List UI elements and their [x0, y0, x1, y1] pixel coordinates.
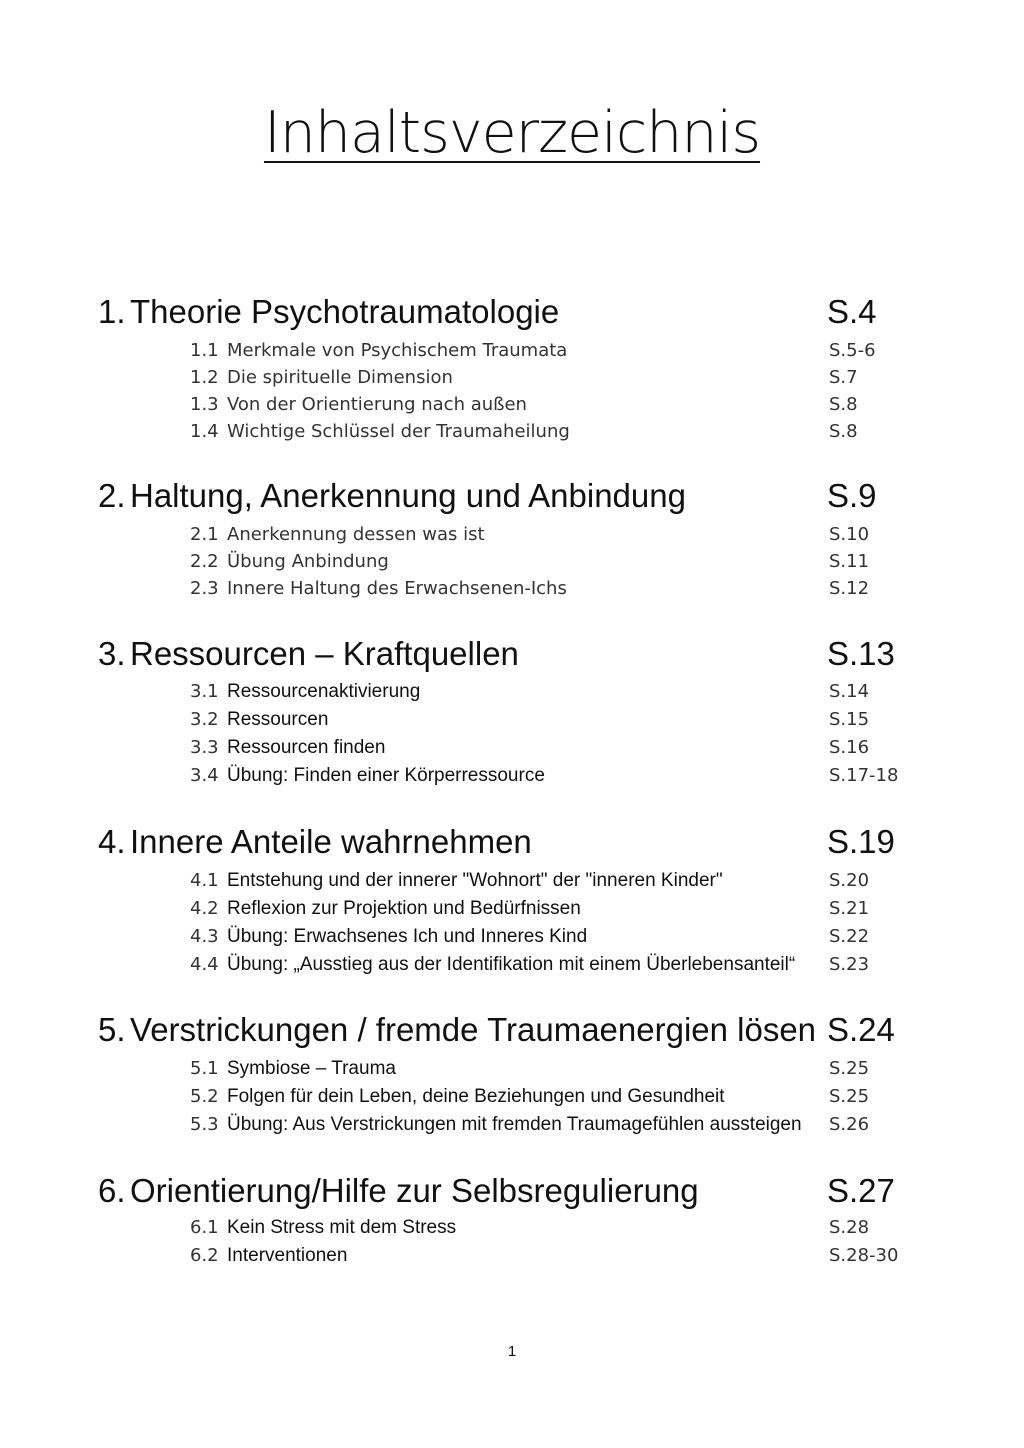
entry-title: Übung: Finden einer Körperressource [227, 765, 545, 786]
entry-number: 2.1 [190, 524, 219, 545]
section-page: S.4 [827, 293, 877, 330]
entry-page: S.16 [829, 737, 870, 758]
entry-page: S.8 [829, 394, 858, 415]
entry-page: S.28 [829, 1217, 870, 1238]
section-page: S.13 [827, 635, 895, 672]
entry-number: 6.2 [190, 1245, 219, 1266]
entry-number: 4.2 [190, 898, 219, 919]
section-page: S.24 [827, 1011, 895, 1048]
section-title: Ressourcen – Kraftquellen [130, 635, 519, 672]
page-title [0, 100, 1024, 166]
entry-title: Übung: Erwachsenes Ich und Inneres Kind [227, 926, 588, 947]
section-number: 6. [98, 1172, 126, 1209]
entry-number: 4.4 [190, 954, 219, 975]
entry-title: Übung: „Ausstieg aus der Identifikation mit einem Überlebensanteil“ [227, 954, 796, 975]
entry-page: S.25 [829, 1058, 870, 1079]
entry-number: 4.3 [190, 926, 219, 947]
section-title: Verstrickungen / fremde Traumaenergien lösen [130, 1011, 817, 1048]
section-title: Innere Anteile wahrnehmen [130, 823, 532, 860]
entry-page: S.11 [829, 551, 870, 572]
page-title-text: Inhaltsverzeichnis [263, 100, 761, 166]
entry-page: S.25 [829, 1086, 870, 1107]
entry-title: Die spirituelle Dimension [227, 367, 453, 388]
entry-page: S.14 [829, 681, 870, 702]
entry-number: 3.4 [190, 765, 219, 786]
section-number: 3. [98, 635, 126, 672]
entry-title: Ressourcen [227, 709, 329, 730]
entry-title: Wichtige Schlüssel der Traumaheilung [227, 421, 570, 442]
entry-number: 3.2 [190, 709, 219, 730]
section-title: Haltung, Anerkennung und Anbindung [130, 477, 686, 514]
entry-title: Kein Stress mit dem Stress [227, 1217, 457, 1238]
section-page: S.19 [827, 823, 895, 860]
entry-page: S.10 [829, 524, 870, 545]
entry-page: S.28-30 [829, 1245, 899, 1266]
section-title: Orientierung/Hilfe zur Selbsregulierung [130, 1172, 699, 1209]
entry-title: Von der Orientierung nach außen [227, 394, 527, 415]
entry-number: 1.4 [190, 421, 219, 442]
entry-number: 1.2 [190, 367, 219, 388]
entry-number: 3.1 [190, 681, 219, 702]
entry-title: Anerkennung dessen was ist [227, 524, 485, 545]
entry-page: S.5-6 [829, 340, 876, 361]
entry-title: Entstehung und der innerer "Wohnort" der "inneren Kinder" [227, 870, 723, 891]
section-number: 1. [98, 293, 126, 330]
entry-title: Reflexion zur Projektion und Bedürfnissen [227, 898, 581, 919]
entry-number: 6.1 [190, 1217, 219, 1238]
entry-number: 3.3 [190, 737, 219, 758]
entry-page: S.21 [829, 898, 870, 919]
entry-title: Ressourcenaktivierung [227, 681, 421, 702]
entry-number: 5.3 [190, 1114, 219, 1135]
entry-title: Übung: Aus Verstrickungen mit fremden Traumagefühlen aussteigen [227, 1114, 802, 1135]
section-page: S.27 [827, 1172, 895, 1209]
entry-title: Symbiose – Trauma [227, 1058, 396, 1079]
entry-page: S.23 [829, 954, 870, 975]
entry-page: S.26 [829, 1114, 870, 1135]
section-title: Theorie Psychotraumatologie [130, 293, 560, 330]
entry-number: 4.1 [190, 870, 219, 891]
section-number: 4. [98, 823, 126, 860]
entry-page: S.8 [829, 421, 858, 442]
entry-page: S.20 [829, 870, 870, 891]
entry-number: 2.2 [190, 551, 219, 572]
entry-page: S.15 [829, 709, 870, 730]
entry-title: Übung Anbindung [227, 551, 389, 572]
entry-title: Innere Haltung des Erwachsenen-Ichs [227, 578, 567, 599]
entry-number: 5.2 [190, 1086, 219, 1107]
entry-title: Folgen für dein Leben, deine Beziehungen und Gesundheit [227, 1086, 725, 1107]
entry-title: Ressourcen finden [227, 737, 386, 758]
page-number: 1 [507, 1343, 517, 1360]
entry-page: S.17-18 [829, 765, 899, 786]
entry-number: 1.1 [190, 340, 219, 361]
entry-title: Merkmale von Psychischem Traumata [227, 340, 568, 361]
entry-number: 1.3 [190, 394, 219, 415]
entry-title: Interventionen [227, 1245, 348, 1266]
entry-number: 5.1 [190, 1058, 219, 1079]
entry-page: S.12 [829, 578, 870, 599]
section-number: 5. [98, 1011, 126, 1048]
entry-number: 2.3 [190, 578, 219, 599]
section-number: 2. [98, 477, 126, 514]
section-page: S.9 [827, 477, 877, 514]
entry-page: S.7 [829, 367, 858, 388]
entry-page: S.22 [829, 926, 870, 947]
